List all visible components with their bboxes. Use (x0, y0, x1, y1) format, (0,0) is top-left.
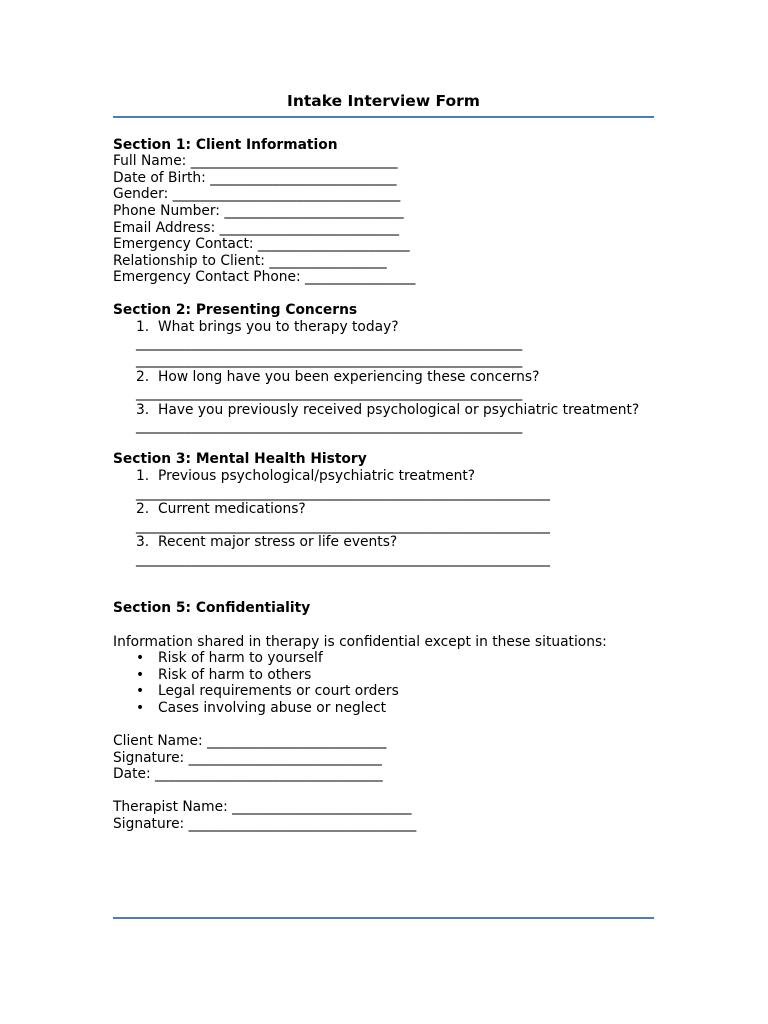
field-blank: __________________________ (232, 799, 412, 816)
blank-line (113, 617, 654, 634)
field-blank: _________________________________ (188, 815, 417, 832)
form-body (113, 137, 654, 833)
question-text: How long have you been experiencing these concerns? (158, 368, 540, 385)
answer-line: ____________________________________________________________ (136, 550, 550, 567)
field-email-address (113, 220, 654, 237)
field-blank: ______________________________ (190, 153, 398, 170)
field-blank: __________________________ (224, 202, 404, 219)
field-label: Signature: (113, 749, 185, 766)
question-text: Current medications? (158, 501, 306, 518)
field-blank: ____________________________ (188, 749, 382, 766)
item-number: 3. (136, 534, 150, 551)
question-item (113, 468, 654, 485)
blank-line (113, 716, 654, 733)
section-3-heading: Section 3: Mental Health History (113, 451, 367, 468)
blank-line (113, 783, 654, 800)
bullet-item (113, 683, 654, 700)
bullet-item (113, 667, 654, 684)
field-date (113, 766, 654, 783)
field-phone-number (113, 203, 654, 220)
field-therapist-signature (113, 816, 654, 833)
field-client-signature (113, 750, 654, 767)
field-relationship-to-client (113, 253, 654, 270)
bullet-text: Legal requirements or court orders (158, 683, 399, 700)
field-blank: __________________________ (219, 219, 400, 236)
field-label: Phone Number: (113, 202, 220, 219)
field-full-name (113, 153, 654, 170)
answer-line: ________________________________________________________ (136, 335, 523, 352)
field-emergency-contact-phone (113, 269, 654, 286)
field-date-of-birth (113, 170, 654, 187)
bullet-text: Cases involving abuse or neglect (158, 699, 387, 716)
field-label: Relationship to Client: (113, 252, 265, 269)
field-label: Emergency Contact Phone: (113, 269, 301, 286)
section-1-heading: Section 1: Client Information (113, 136, 338, 153)
question-item (113, 402, 654, 419)
field-blank: ___________________________ (210, 169, 397, 186)
question-item (113, 369, 654, 386)
field-therapist-name (113, 799, 654, 816)
section-2-heading: Section 2: Presenting Concerns (113, 302, 358, 319)
title-rule (113, 116, 654, 118)
answer-line: ____________________________________________________________ (136, 484, 550, 501)
question-item (113, 534, 654, 551)
field-label: Date: (113, 766, 151, 783)
field-blank: ________________ (305, 269, 416, 286)
question-text: Previous psychological/psychiatric treatment? (158, 467, 476, 484)
bullet-text: Risk of harm to others (158, 666, 312, 683)
question-text: What brings you to therapy today? (158, 318, 399, 335)
field-blank: _________________________________ (172, 186, 401, 203)
bullet-item (113, 700, 654, 717)
blank-line (113, 584, 654, 601)
question-text: Recent major stress or life events? (158, 534, 398, 551)
blank-line (113, 567, 654, 584)
answer-line: ________________________________________________________ (136, 418, 523, 435)
form-title: Intake Interview Form (287, 92, 480, 110)
field-label: Client Name: (113, 732, 203, 749)
field-label: Full Name: (113, 153, 187, 170)
footer-rule (113, 917, 654, 919)
item-number: 2. (136, 368, 150, 385)
answer-line: ____________________________________________________________ (136, 517, 550, 534)
field-gender (113, 186, 654, 203)
field-label: Signature: (113, 815, 185, 832)
answer-line: ________________________________________________________ (136, 352, 523, 368)
item-number: 3. (136, 401, 150, 418)
field-blank: _________________ (269, 252, 387, 269)
section-5-heading: Section 5: Confidentiality (113, 600, 311, 617)
item-number: 2. (136, 501, 150, 518)
blank-line (113, 435, 654, 452)
bullet-marker: • (136, 650, 145, 667)
question-item (113, 319, 654, 336)
item-number: 1. (136, 467, 150, 484)
question-item (113, 501, 654, 518)
bullet-marker: • (136, 683, 145, 700)
field-blank: _________________________________ (155, 766, 383, 783)
field-blank: __________________________ (207, 732, 387, 749)
field-client-name (113, 733, 654, 750)
field-label: Emergency Contact: (113, 236, 254, 253)
item-number: 1. (136, 318, 150, 335)
field-label: Email Address: (113, 219, 216, 236)
field-label: Therapist Name: (113, 799, 228, 816)
confidentiality-intro: Information shared in therapy is confidential except in these situations: (113, 633, 607, 650)
field-emergency-contact (113, 236, 654, 253)
bullet-marker: • (136, 699, 145, 716)
bullet-item (113, 650, 654, 667)
bullet-text: Risk of harm to yourself (158, 650, 323, 667)
answer-line: ________________________________________________________ (136, 385, 523, 402)
field-label: Date of Birth: (113, 169, 206, 186)
blank-line (113, 286, 654, 303)
field-blank: ______________________ (257, 236, 410, 253)
field-label: Gender: (113, 186, 169, 203)
question-text: Have you previously received psychological or psychiatric treatment? (158, 401, 640, 418)
bullet-marker: • (136, 666, 145, 683)
